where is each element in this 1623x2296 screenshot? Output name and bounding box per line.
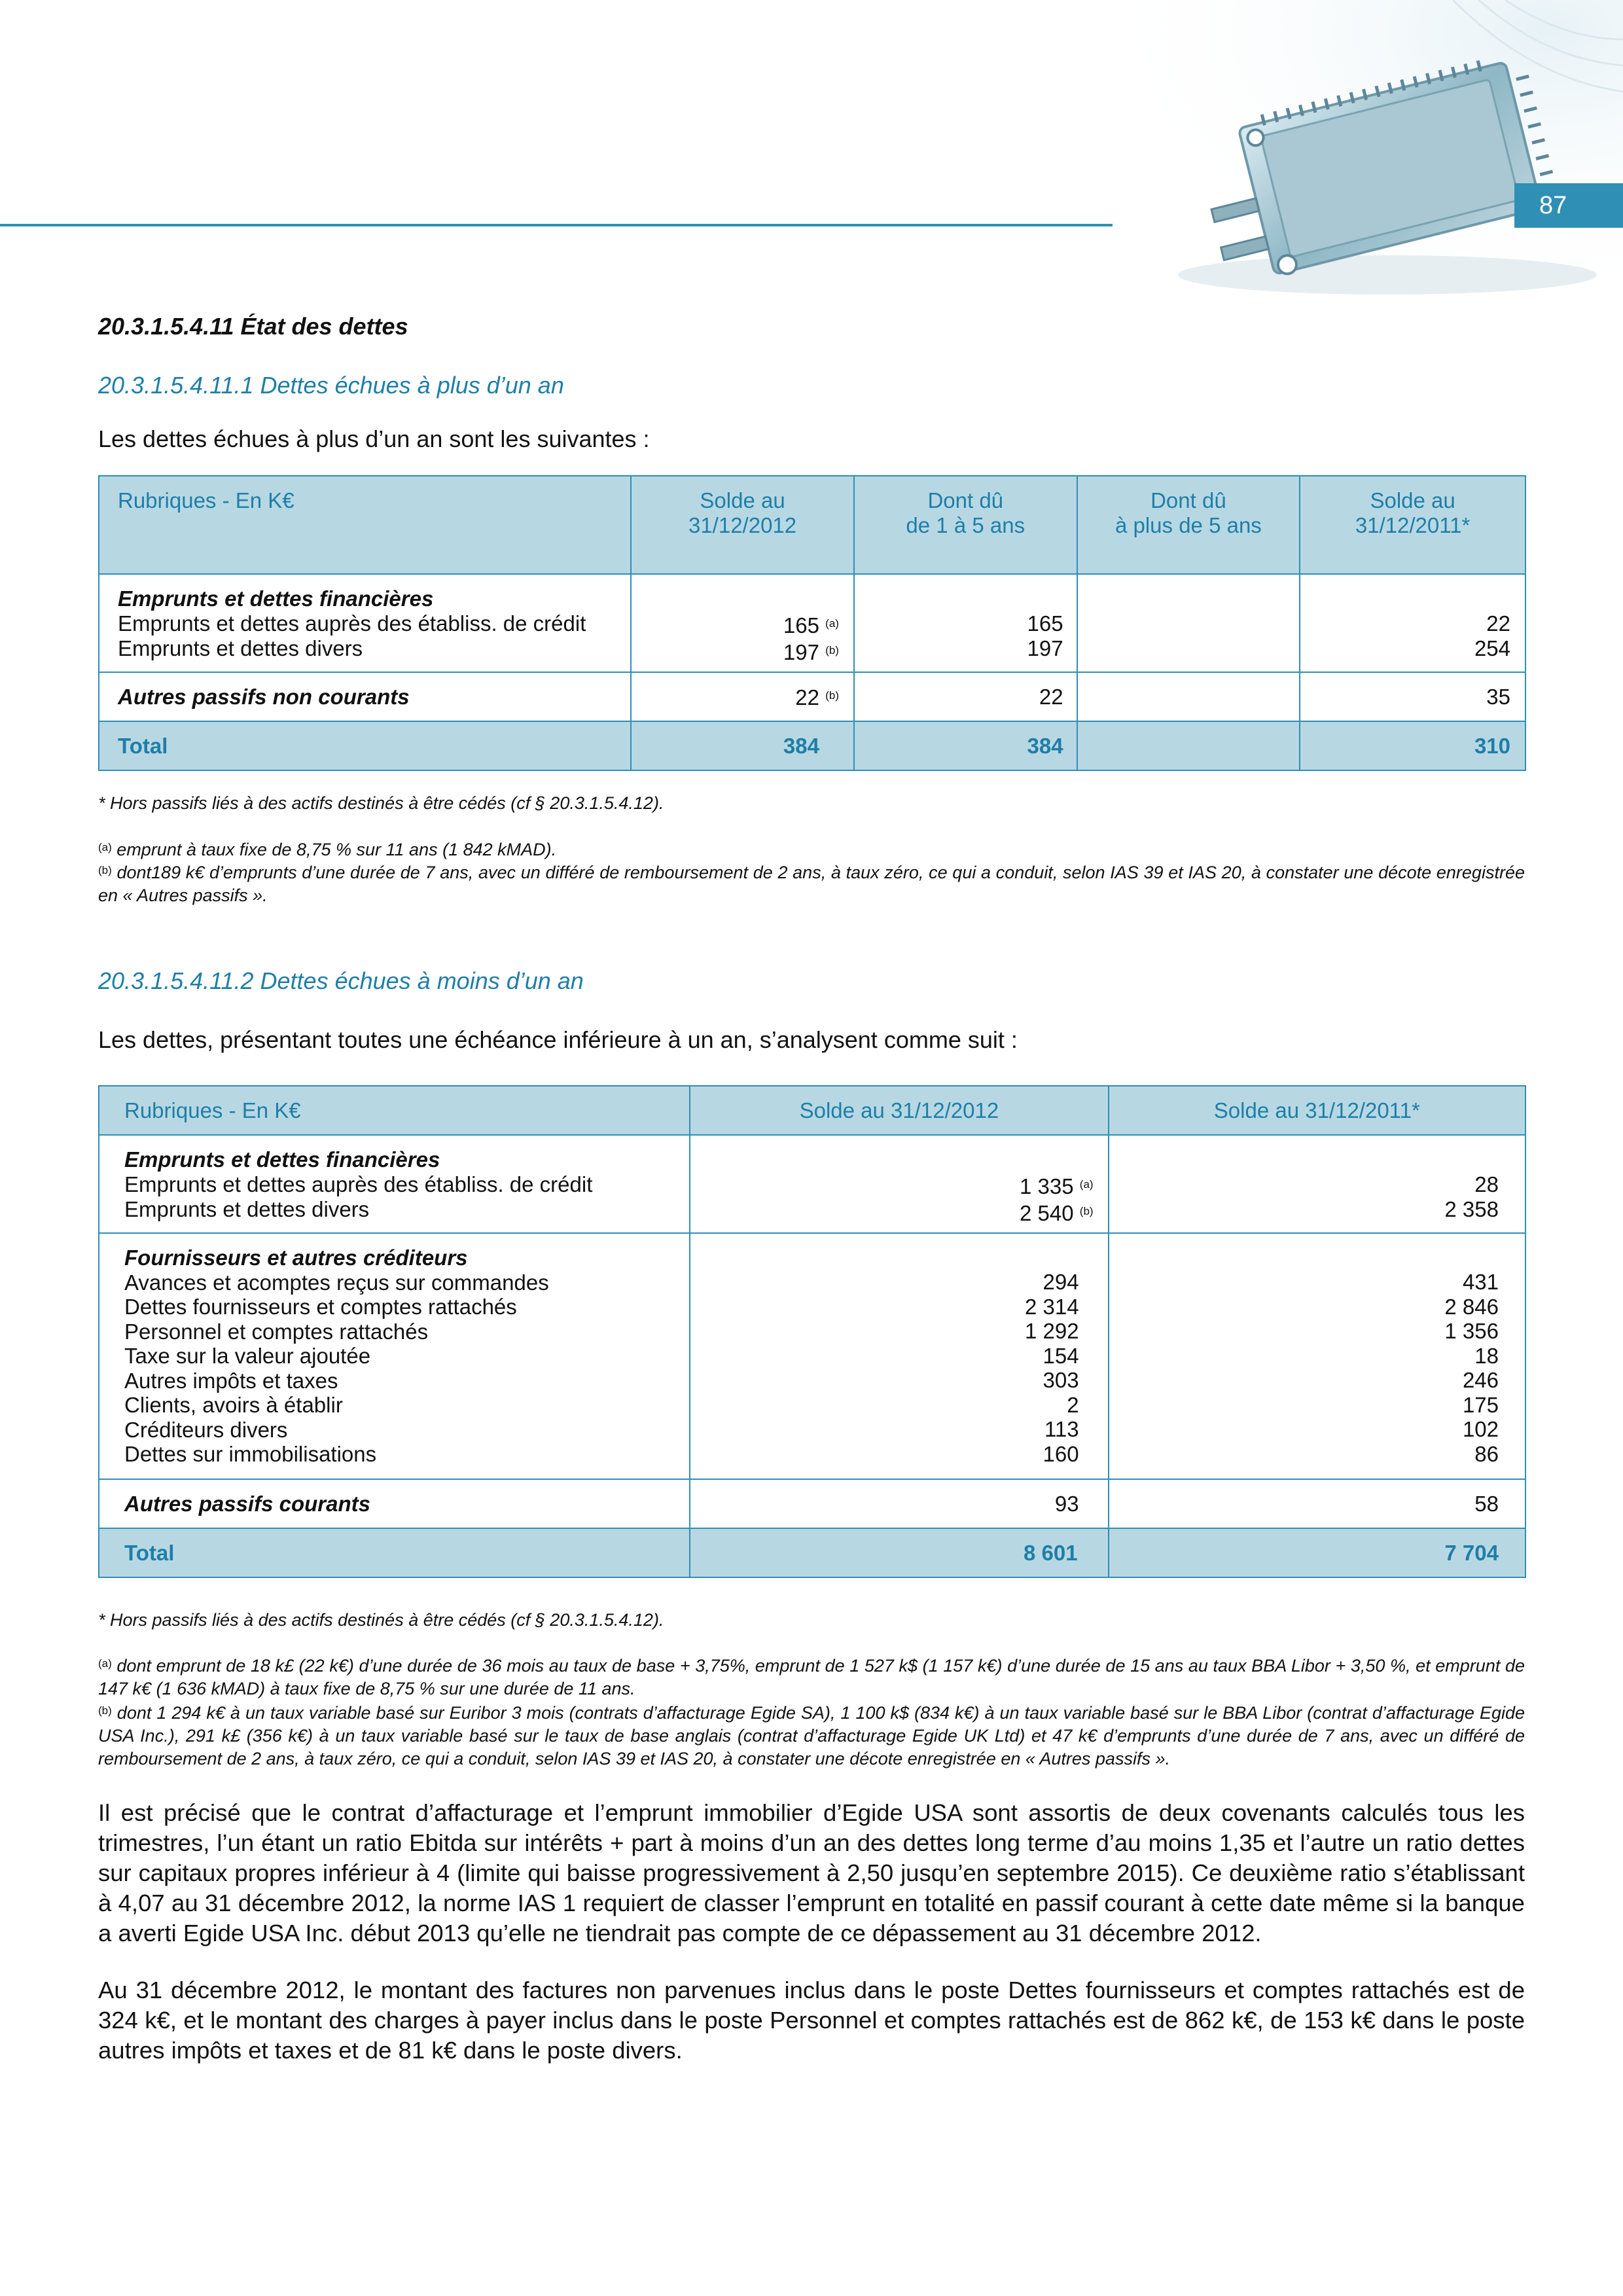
table-header-row xyxy=(99,476,1525,574)
cell-value: 22 xyxy=(854,672,1077,721)
group-title: Fournisseurs et autres créditeurs xyxy=(124,1246,468,1270)
footnote-marker: (b) xyxy=(98,864,112,876)
total-label: Total xyxy=(99,721,631,770)
cell-value: 175 xyxy=(1462,1392,1499,1417)
column-header: Dont dû xyxy=(1150,488,1226,512)
footnote-text: dont189 k€ d’emprunts d’une durée de 7 ans, avec un différé de remboursement de 2 ans, à taux zéro, ce qui a conduit, selon IAS 39 et IAS 20, à constater une décote enregistrée en « Autres passifs ». xyxy=(98,863,1525,905)
cell-value: 58 xyxy=(1109,1479,1525,1528)
row-label: Clients, avoirs à établir xyxy=(124,1393,343,1417)
cell-value: 2 540 xyxy=(1020,1201,1074,1225)
cell-value: 2 358 xyxy=(1444,1197,1499,1221)
footnote-marker: (a) xyxy=(98,841,112,853)
cell-value: 160 xyxy=(1043,1441,1079,1466)
footnote-star: * Hors passifs liés à des actifs destinés à être cédés (cf § 20.3.1.5.4.12). xyxy=(98,793,664,813)
cell-value: 165 xyxy=(1027,611,1063,636)
cell-value: 2 846 xyxy=(1444,1294,1499,1319)
group-title: Autres passifs courants xyxy=(124,1491,370,1516)
footnote-a xyxy=(98,836,1525,861)
page-number: 87 xyxy=(1514,183,1623,228)
header-rule xyxy=(0,224,1113,226)
footnote-star: * Hors passifs liés à des actifs destinés à être cédés (cf § 20.3.1.5.4.12). xyxy=(98,1610,664,1630)
cell-value: 1 335 xyxy=(1020,1174,1074,1198)
total-value: 310 xyxy=(1300,721,1525,770)
footnote-text: dont 1 294 k€ à un taux variable basé sur Euribor 3 mois (contrats d’affacturage Egide SA), 1 100 k$ (834 k€) à un taux variable basé sur le BBA Libor (contrat d’affacturage Egide USA Inc.), 291 k£ (356 k€) à un taux variable basé sur le taux de base anglais (contrat d’affacturage Egide UK Ltd) et 47 k€ d’emprunts d’une durée de 7 ans, avec un différé de remboursement de 2 ans, à taux zéro, ce qui a conduit, selon IAS 39 et IAS 20, à constater une décote enregistrée en « Autres passifs ». xyxy=(98,1703,1525,1768)
subsection-1-title: 20.3.1.5.4.11.1 Dettes échues à plus d’un an xyxy=(98,372,564,399)
cell-value: 2 314 xyxy=(1024,1294,1079,1319)
column-header: Solde au 31/12/2011* xyxy=(1109,1086,1525,1135)
cell-value: 165 xyxy=(783,613,819,637)
cell-value: 28 xyxy=(1474,1172,1499,1196)
column-header: 31/12/2011* xyxy=(1355,513,1471,537)
total-value: 384 xyxy=(854,721,1077,770)
footnote-marker: (b) xyxy=(825,689,839,702)
long-term-debt-table xyxy=(98,475,1526,771)
cell-value: 1 292 xyxy=(1024,1319,1079,1343)
cell-value: 154 xyxy=(1043,1343,1079,1368)
cell-value: 254 xyxy=(1474,636,1510,660)
cell-value: 22 xyxy=(795,685,819,709)
total-value: 8 601 xyxy=(690,1528,1108,1577)
row-label: Emprunts et dettes auprès des établiss. de crédit xyxy=(124,1172,593,1196)
total-value: 7 704 xyxy=(1109,1528,1525,1577)
row-label: Dettes fournisseurs et comptes rattachés xyxy=(124,1295,517,1319)
cell-value: 22 xyxy=(1486,611,1510,636)
total-label: Total xyxy=(99,1528,690,1577)
row-label: Autres impôts et taxes xyxy=(124,1368,338,1393)
footnote-b xyxy=(98,859,1525,907)
row-label: Créditeurs divers xyxy=(124,1417,288,1442)
cell-value: 431 xyxy=(1462,1270,1499,1294)
footnote-marker: (a) xyxy=(1079,1178,1094,1191)
column-header: Solde au 31/12/2012 xyxy=(690,1086,1108,1135)
cell-value: 197 xyxy=(783,640,819,664)
column-header: de 1 à 5 ans xyxy=(906,513,1026,537)
column-header: Solde au xyxy=(1370,488,1455,512)
column-header: Solde au xyxy=(700,488,785,512)
table-row xyxy=(99,574,1525,672)
cell-value: 113 xyxy=(1044,1417,1079,1441)
total-value xyxy=(1077,721,1300,770)
subsection-2-title: 20.3.1.5.4.11.2 Dettes échues à moins d’un an xyxy=(98,967,584,994)
footnote-text: emprunt à taux fixe de 8,75 % sur 11 ans (1 842 kMAD). xyxy=(116,840,557,859)
column-header: Rubriques - En K€ xyxy=(118,488,294,512)
subsection-2-intro: Les dettes, présentant toutes une échéance inférieure à un an, s’analysent comme suit : xyxy=(98,1026,1018,1053)
row-label: Emprunts et dettes divers xyxy=(124,1197,370,1221)
column-header: Dont dû xyxy=(927,488,1004,512)
group-title: Autres passifs non courants xyxy=(118,684,410,709)
cell-value xyxy=(1077,672,1300,721)
column-header: 31/12/2012 xyxy=(688,513,797,537)
footnote-a xyxy=(98,1652,1525,1700)
table-row xyxy=(99,1135,1525,1233)
column-header: à plus de 5 ans xyxy=(1115,513,1262,537)
cell-value: 2 xyxy=(1067,1392,1079,1417)
short-term-debt-table xyxy=(98,1085,1526,1578)
row-label: Dettes sur immobilisations xyxy=(124,1442,377,1466)
footnote-marker: (b) xyxy=(98,1704,112,1717)
covenant-paragraph: Il est précisé que le contrat d’affacturage et l’emprunt immobilier d’Egide USA sont assortis de deux covenants calculés tous les trimestres, l’un étant un ratio Ebitda sur intérêts + part à moins d’un an des dettes long terme d’au moins 1,35 et l’autre un ratio dettes sur capitaux propres inférieur à 4 (limite qui baisse progressivement à 2,50 jusqu’en septembre 2015). Ce deuxième ratio s’établissant à 4,07 au 31 décembre 2012, la norme IAS 1 requiert de classer l’emprunt en totalité en passif courant à cette date même si la banque a averti Egide USA Inc. début 2013 qu’elle ne tiendrait pas compte de ce dépassement au 31 décembre 2012. xyxy=(98,1799,1525,1946)
group-title: Emprunts et dettes financières xyxy=(118,586,434,611)
table-row xyxy=(99,1479,1525,1528)
footnote-marker: (b) xyxy=(1079,1205,1094,1217)
header-package-illustration xyxy=(1113,0,1623,308)
footnote-text: dont emprunt de 18 k£ (22 k€) d’une durée de 36 mois au taux de base + 3,75%, emprunt de 1 527 k$ (1 157 k€) d’une durée de 15 ans au taux BBA Libor + 3,50 %, et emprunt de 147 k€ (1 636 kMAD) à taux fixe de 8,75 % sur une durée de 11 ans. xyxy=(98,1656,1525,1698)
footnote-marker: (a) xyxy=(98,1657,112,1670)
table-header-row xyxy=(99,1086,1525,1135)
cell-value: 93 xyxy=(690,1479,1108,1528)
row-label: Avances et acomptes reçus sur commandes xyxy=(124,1270,549,1295)
row-label: Emprunts et dettes divers xyxy=(118,636,363,660)
footnote-b xyxy=(98,1699,1525,1770)
total-row xyxy=(99,721,1525,770)
cell-value: 102 xyxy=(1462,1417,1499,1441)
cell-value: 18 xyxy=(1474,1343,1499,1368)
row-label: Taxe sur la valeur ajoutée xyxy=(124,1344,371,1368)
cell-value: 197 xyxy=(1027,636,1063,660)
footnote-marker: (a) xyxy=(825,617,839,630)
accruals-paragraph: Au 31 décembre 2012, le montant des factures non parvenues inclus dans le poste Dettes fournisseurs et comptes rattachés est de 324 k€, et le montant des charges à payer inclus dans le poste Personnel et comptes rattachés est de 862 k€, de 153 k€ dans le poste autres impôts et taxes et de 81 k€ dans le poste divers. xyxy=(98,1977,1525,2064)
row-label: Personnel et comptes rattachés xyxy=(124,1319,429,1344)
footnote-marker: (b) xyxy=(825,644,839,656)
total-value: 384 xyxy=(631,721,854,770)
cell-value: 1 356 xyxy=(1444,1319,1499,1343)
total-row xyxy=(99,1528,1525,1577)
cell-value: 294 xyxy=(1043,1270,1079,1294)
row-label: Emprunts et dettes auprès des établiss. de crédit xyxy=(118,611,586,636)
section-title: 20.3.1.5.4.11 État des dettes xyxy=(98,313,408,340)
table-row xyxy=(99,1233,1525,1479)
cell-value: 246 xyxy=(1462,1368,1499,1392)
table-row xyxy=(99,672,1525,721)
cell-value: 303 xyxy=(1043,1368,1079,1392)
cell-value: 35 xyxy=(1300,672,1525,721)
cell-value: 86 xyxy=(1474,1441,1499,1466)
column-header: Rubriques - En K€ xyxy=(99,1086,690,1135)
subsection-1-intro: Les dettes échues à plus d’un an sont les suivantes : xyxy=(98,425,650,452)
group-title: Emprunts et dettes financières xyxy=(124,1147,440,1172)
